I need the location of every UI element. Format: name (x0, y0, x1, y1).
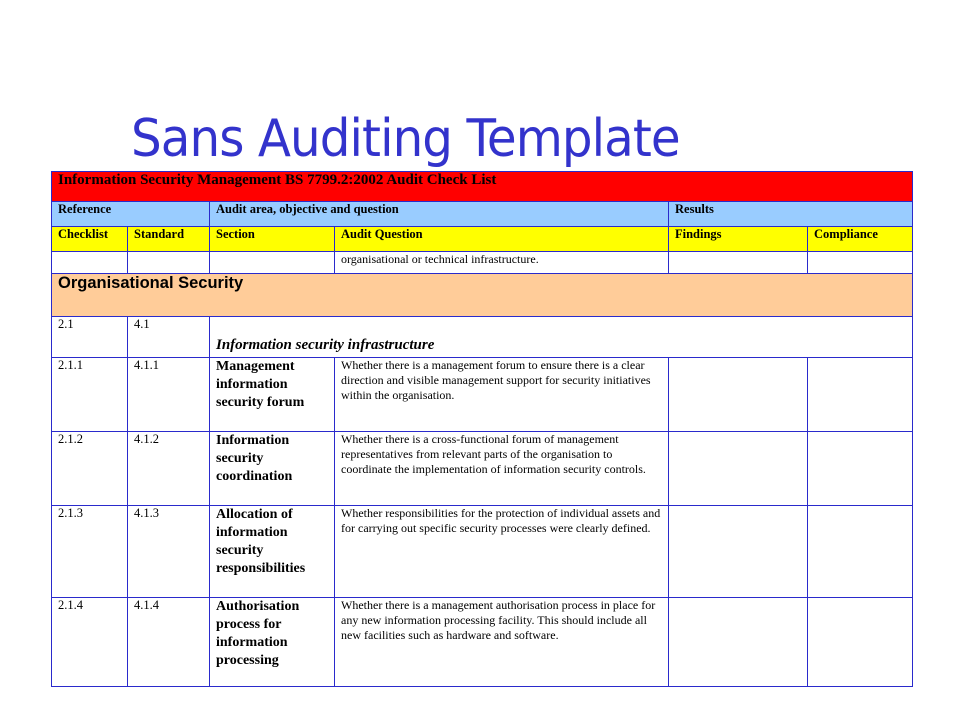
header-group-row (52, 202, 913, 227)
row-compliance (808, 358, 913, 432)
row-standard: 4.1.4 (128, 598, 210, 687)
column-header-row (52, 227, 913, 252)
row-compliance (808, 432, 913, 506)
row-section: Allocation of information security responsibilities (210, 506, 335, 598)
table-row (52, 432, 913, 506)
row-findings (669, 432, 808, 506)
row-question: Whether there is a management authorisation process in place for any new information processing facility. This should include all new facilities such as hardware and software. (335, 598, 669, 687)
section-heading-row (52, 274, 913, 317)
row-checklist: 2.1.1 (52, 358, 128, 432)
table-banner: Information Security Management BS 7799.2:2002 Audit Check List (52, 172, 913, 202)
col-standard: Standard (128, 227, 210, 252)
row-checklist: 2.1.2 (52, 432, 128, 506)
row-standard: 4.1.1 (128, 358, 210, 432)
row-findings (669, 506, 808, 598)
slide-title: Sans Auditing Template (131, 109, 680, 169)
carryover-text: organisational or technical infrastructure. (335, 252, 669, 274)
row-findings (669, 598, 808, 687)
subsection-title: Information security infrastructure (210, 317, 913, 358)
header-audit-area: Audit area, objective and question (210, 202, 669, 227)
table-row (52, 506, 913, 598)
audit-checklist-table (51, 171, 913, 687)
col-section: Section (210, 227, 335, 252)
col-compliance: Compliance (808, 227, 913, 252)
row-checklist: 2.1.3 (52, 506, 128, 598)
subsection-checklist: 2.1 (52, 317, 128, 358)
section-heading: Organisational Security (52, 274, 913, 317)
row-question: Whether responsibilities for the protection of individual assets and for carrying out specific security processes were clearly defined. (335, 506, 669, 598)
header-reference: Reference (52, 202, 210, 227)
row-standard: 4.1.3 (128, 506, 210, 598)
subsection-row (52, 317, 913, 358)
col-audit-question: Audit Question (335, 227, 669, 252)
row-section: Authorisation process for information processing (210, 598, 335, 687)
row-section: Management information security forum (210, 358, 335, 432)
row-compliance (808, 506, 913, 598)
carryover-row (52, 252, 913, 274)
table-row (52, 358, 913, 432)
col-findings: Findings (669, 227, 808, 252)
row-standard: 4.1.2 (128, 432, 210, 506)
row-compliance (808, 598, 913, 687)
header-results: Results (669, 202, 913, 227)
subsection-standard: 4.1 (128, 317, 210, 358)
row-checklist: 2.1.4 (52, 598, 128, 687)
row-findings (669, 358, 808, 432)
table-banner-row (52, 172, 913, 202)
col-checklist: Checklist (52, 227, 128, 252)
row-question: Whether there is a management forum to ensure there is a clear direction and visible management support for security initiatives within the organisation. (335, 358, 669, 432)
row-section: Information security coordination (210, 432, 335, 506)
table-row (52, 598, 913, 687)
row-question: Whether there is a cross-functional forum of management representatives from relevant parts of the organisation to coordinate the implementation of information security controls. (335, 432, 669, 506)
